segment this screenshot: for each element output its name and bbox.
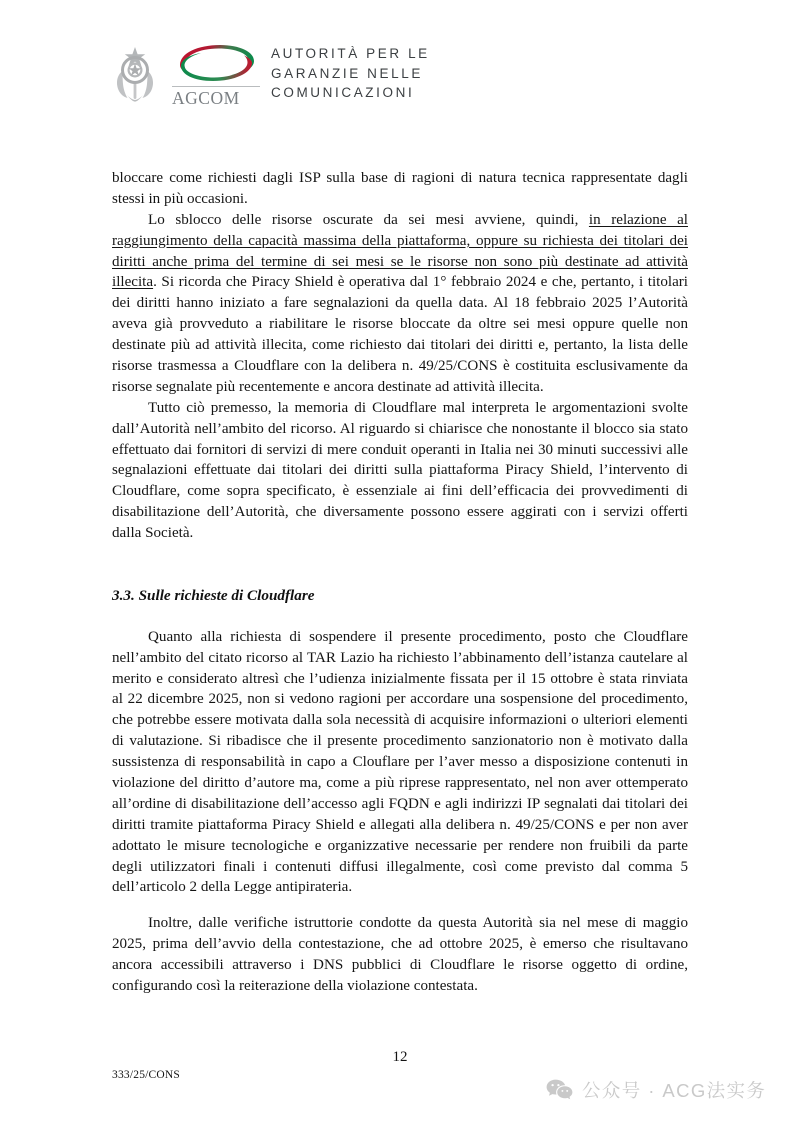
agcom-name-line-3: COMUNICAZIONI bbox=[271, 85, 415, 101]
wechat-watermark bbox=[546, 1077, 766, 1103]
agcom-swoosh-icon bbox=[172, 41, 260, 85]
paragraph-5: Inoltre, dalle verifiche istruttorie condotte da questa Autorità sia nel mese di maggio 2025, prima dell’avvio della contestazione, che ad ottobre 2025, è emerso che risultavano ancora accessibili attraverso i DNS pubblici di Cloudflare le risorse oggetto di ordine, configurando così la reiterazione della violazione contestata. bbox=[112, 915, 688, 995]
wechat-icon bbox=[546, 1079, 573, 1101]
document-body bbox=[112, 168, 688, 997]
page-number: 12 bbox=[392, 1049, 408, 1065]
agcom-text: AGCOM bbox=[172, 86, 260, 108]
agcom-name-line-1: AUTORITÀ PER LE bbox=[271, 46, 430, 62]
paragraph-4: Quanto alla richiesta di sospendere il presente procedimento, posto che Cloudflare nell’ambito del citato ricorso al TAR Lazio ha richiesto l’abbinamento dell’istanza cautelare al merito e considerato altresì che l’udienza inizialmente fissata per il 15 ottobre è stata rinviata al 22 dicembre 2025, non si vedono ragioni per accordare una sospensione del procedimento, che potrebbe essere motivata dalla sola necessità di acquisire informazioni o ulteriori elementi di valutazione. Si ribadisce che il presente procedimento sanzionatorio non è motivato dalla sussistenza di responsabilità in capo a Clouflare per l’aver messo a disposizione contenuti in violazione del diritto d’autore ma, come a più riprese rappresentato, nel non aver ottemperato all’ordine di disabilitazione dell’accesso agli FQDN e agli indirizzi IP segnalati dai titolari dei diritti tramite piattaforma Piracy Shield e allegati alla delibera n. 49/25/CONS e per non aver adottato le misure tecnologiche e organizzative necessarie per rendere non fruibili da parte degli utilizzatori finali i contenuti diffusi illegalmente, così come previsto dal comma 5 dell’articolo 2 della Legge antipirateria. bbox=[112, 628, 688, 896]
paragraph-2 bbox=[112, 210, 688, 398]
paragraph-1: bloccare come richiesti dagli ISP sulla base di ragioni di natura tecnica rappresentate dagli stessi in più occasioni. bbox=[112, 170, 688, 207]
spacer-before-heading bbox=[112, 544, 688, 586]
agcom-full-name bbox=[271, 41, 430, 108]
agcom-name-line-2: GARANZIE NELLE bbox=[271, 65, 423, 81]
paragraph-2-tail: . Si ricorda che Piracy Shield è operativa dal 1° febbraio 2024 e che, pertanto, i titolari dei diritti hanno iniziato a fare segnalazioni da quella data. Al 18 febbraio 2025 l’Autorità aveva già provveduto a riabilitare le risorse bloccate da oltre sei mesi oppure quelle non destinate più ad attività illecita, come richiesto dai titolari dei diritti e, pertanto, la lista delle risorse trasmessa a Cloudflare con la delibera n. 49/25/CONS è costituita esclusivamente da risorse segnalate più recentemente e ancora destinate ad attività illecita. bbox=[112, 274, 688, 395]
paragraph-3: Tutto ciò premesso, la memoria di Cloudflare mal interpreta le argomentazioni svolte dall’Autorità nell’ambito del ricorso. Al riguardo si chiarisce che nonostante il blocco sia stato effettuato dai fornitori di servizi di mere conduit operanti in Italia nei 30 minuti successivi alle segnalazioni effettuate dai titolari dei diritti sulla piattaforma Piracy Shield, l’intervento di Cloudflare, come sopra specificato, è essenziale ai fini dell’efficacia dei provvedimenti di disabilitazione dell’Autorità, che diversamente possono essere aggirati con i servizi offerti dalla Società. bbox=[112, 399, 688, 542]
spacer-after-heading bbox=[112, 606, 688, 627]
spacer-before-paragraph-5 bbox=[112, 898, 688, 913]
agcom-logo-header bbox=[112, 38, 430, 110]
paragraph-2-underlined: in relazione al raggiungimento della capacità massima della piattaforma, oppure su richiesta dei titolari dei diritti anche prima del termine di sei mesi se le risorse non sono più destinate ad attività illecita bbox=[112, 211, 688, 291]
section-heading-3-3: 3.3. Sulle richieste di Cloudflare bbox=[112, 587, 315, 605]
agcom-wordmark-block bbox=[172, 41, 430, 108]
watermark-label: 公众号 · ACG法实务 bbox=[582, 1080, 767, 1101]
paragraph-2-lead: Lo sblocco delle risorse oscurate da sei mesi avviene, quindi, bbox=[148, 211, 589, 228]
agcom-mark bbox=[172, 41, 260, 108]
italian-republic-emblem-icon bbox=[112, 43, 158, 105]
document-reference: 333/25/CONS bbox=[112, 1069, 181, 1081]
